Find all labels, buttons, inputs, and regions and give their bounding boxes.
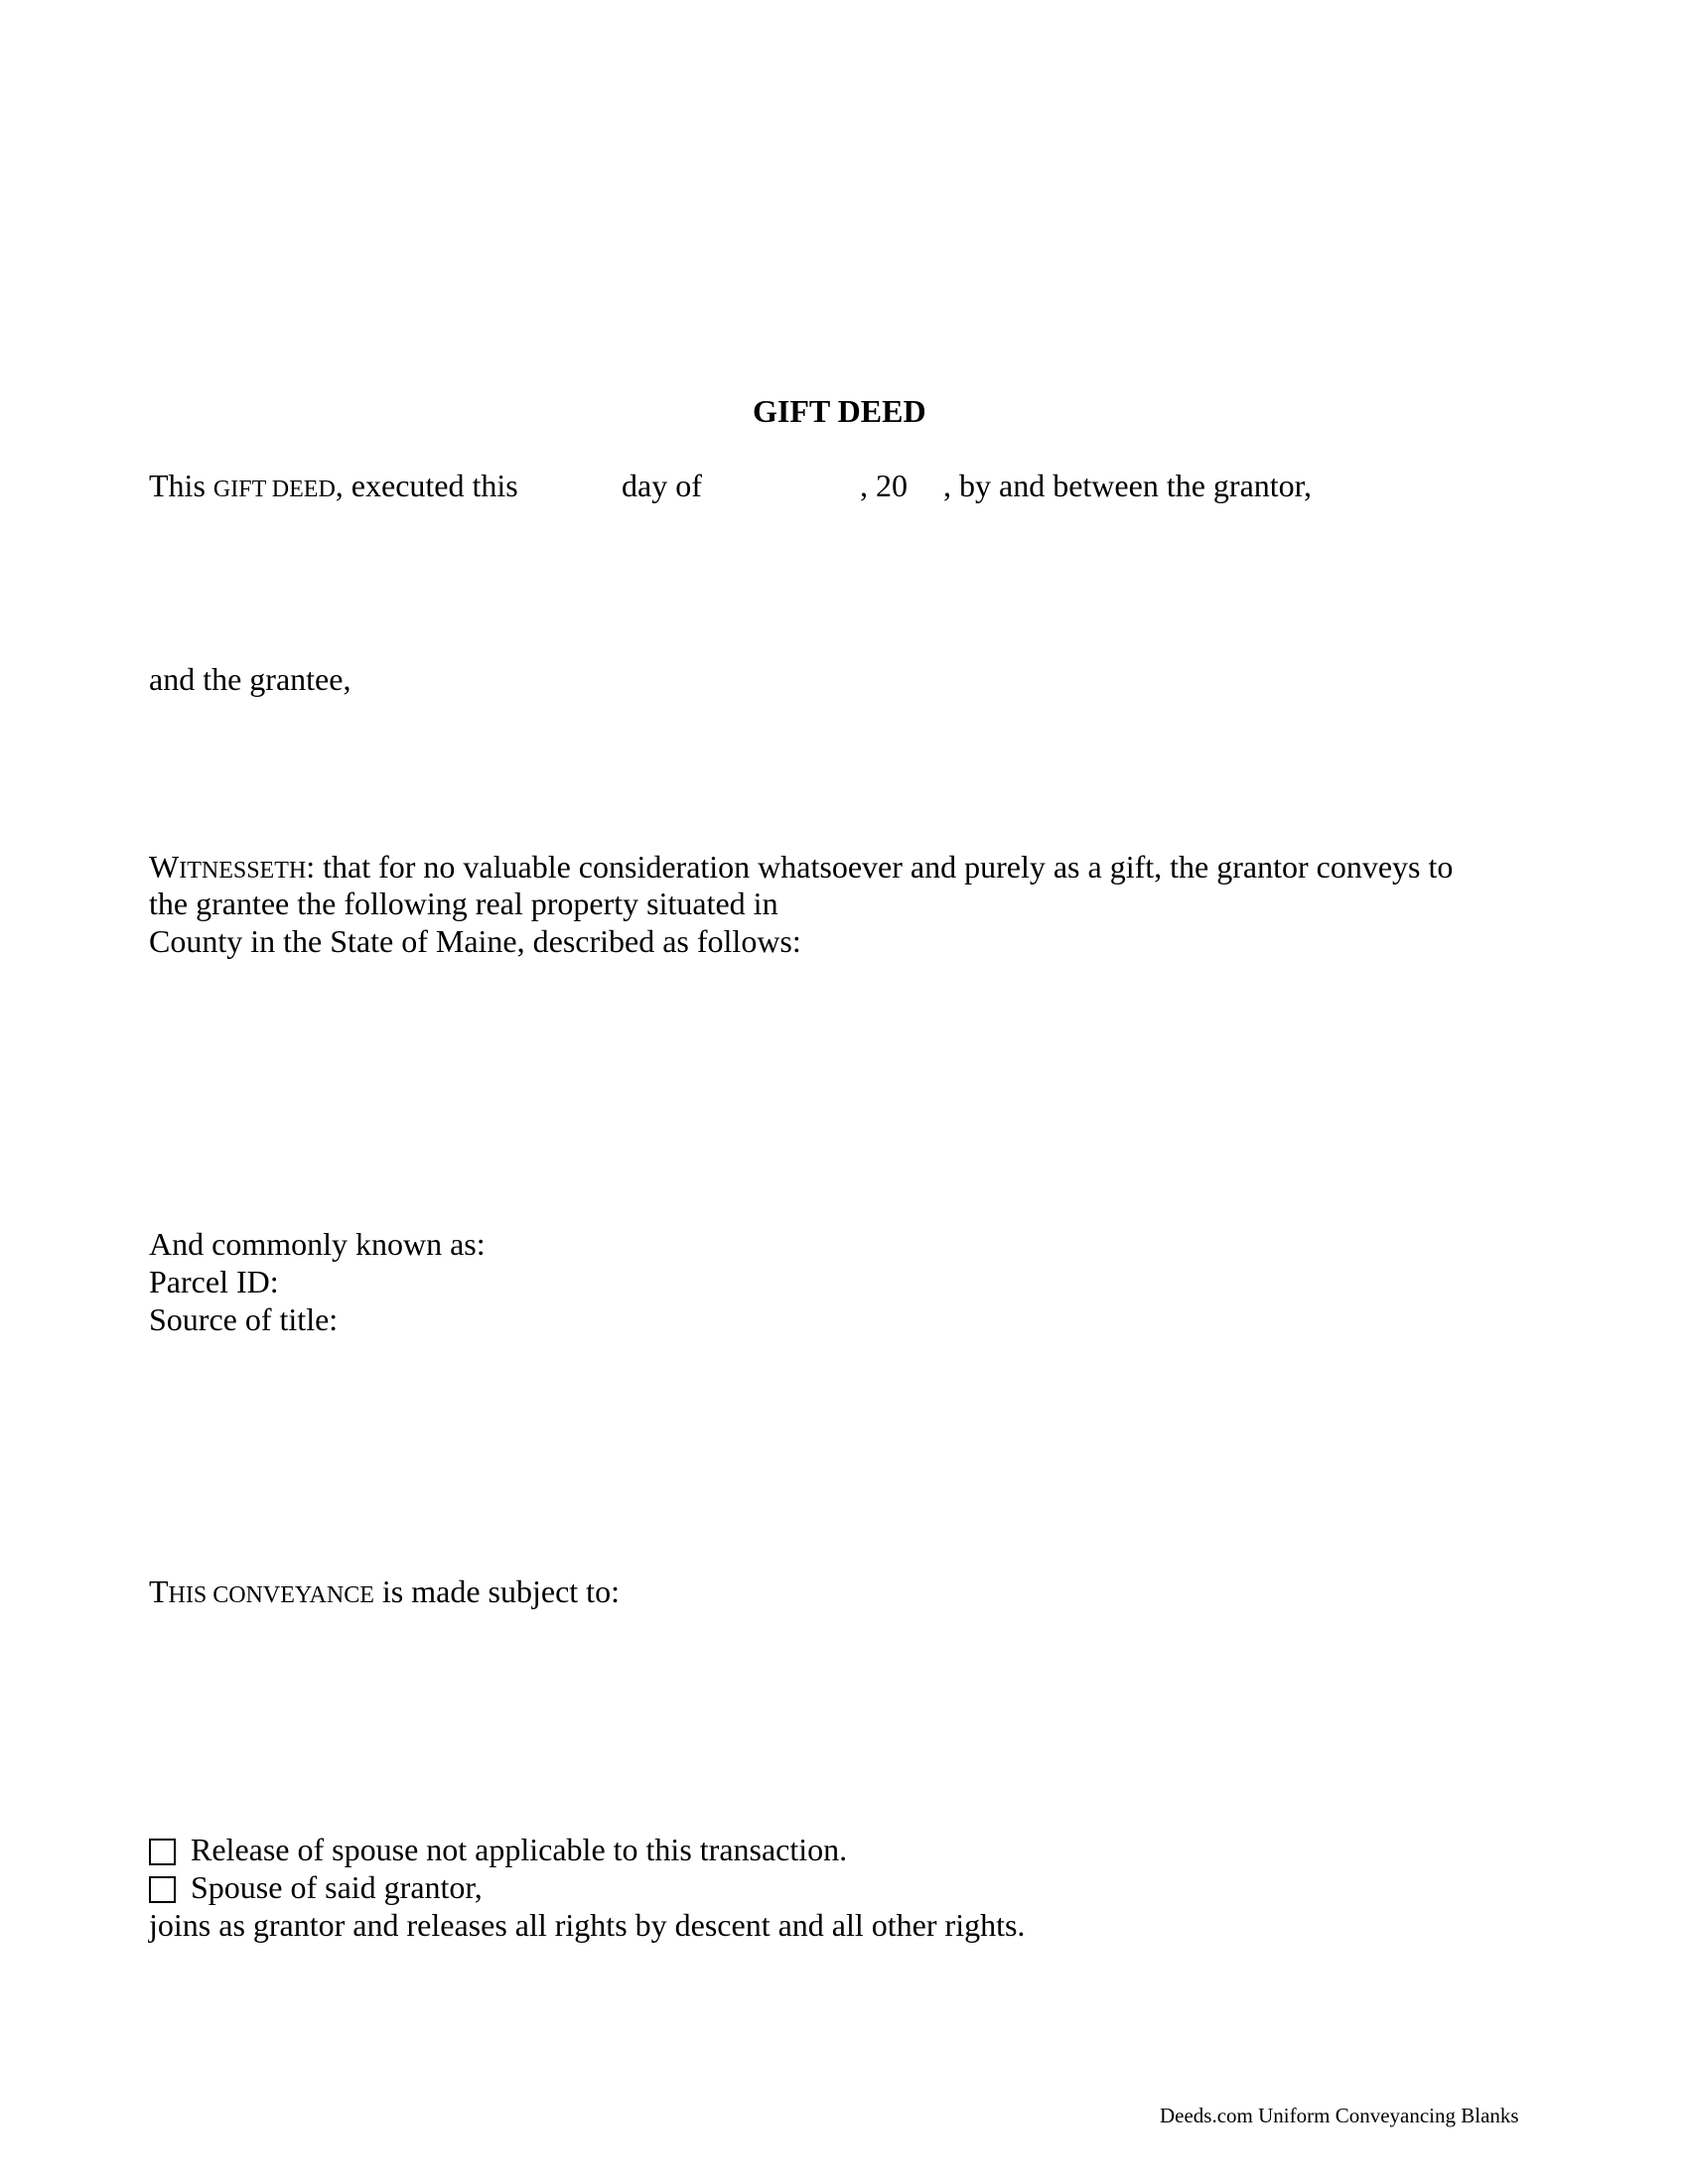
grantee-line: and the grantee, bbox=[149, 661, 352, 697]
parcel-id-label: Parcel ID: bbox=[149, 1264, 279, 1299]
intro-year-prefix: , 20 bbox=[860, 468, 908, 503]
conveyance-t-cap: T bbox=[149, 1573, 169, 1609]
witnesseth-w-cap: W bbox=[149, 849, 180, 885]
intro-day-of: day of bbox=[622, 468, 702, 503]
release-not-applicable-label: Release of spouse not applicable to this transaction. bbox=[191, 1832, 848, 1867]
conveyance-line bbox=[149, 1572, 620, 1614]
conveyance-smallcaps: HIS CONVEYANCE bbox=[168, 1582, 374, 1608]
intro-this-word: This bbox=[149, 468, 213, 503]
intro-between-grantor: , by and between the grantor, bbox=[943, 468, 1313, 503]
commonly-known-label: And commonly known as: bbox=[149, 1226, 486, 1262]
witnesseth-line-1 bbox=[149, 848, 1453, 889]
page-title: GIFT DEED bbox=[753, 393, 926, 429]
witnesseth-line-1-rest: : that for no valuable consideration whatsoever and purely as a gift, the grantor conveys to bbox=[306, 849, 1454, 885]
witnesseth-line-2: the grantee the following real property situated in bbox=[149, 886, 778, 921]
spouse-of-grantor-label: Spouse of said grantor, bbox=[191, 1869, 483, 1905]
intro-executed-this: , executed this bbox=[335, 468, 518, 503]
intro-this bbox=[149, 467, 518, 508]
footer-text: Deeds.com Uniform Conveyancing Blanks bbox=[1160, 2104, 1519, 2127]
release-not-applicable-checkbox[interactable] bbox=[149, 1839, 176, 1865]
witnesseth-smallcaps: ITNESSETH bbox=[179, 858, 307, 884]
intro-gift-deed-smallcaps: GIFT DEED bbox=[212, 477, 336, 502]
source-of-title-label: Source of title: bbox=[149, 1301, 339, 1337]
spouse-joins-text: joins as grantor and releases all rights by descent and all other rights. bbox=[149, 1907, 1026, 1943]
conveyance-rest: is made subject to: bbox=[373, 1573, 620, 1609]
witnesseth-line-3: County in the State of Maine, described as follows: bbox=[149, 923, 801, 959]
spouse-of-grantor-checkbox[interactable] bbox=[149, 1876, 176, 1903]
